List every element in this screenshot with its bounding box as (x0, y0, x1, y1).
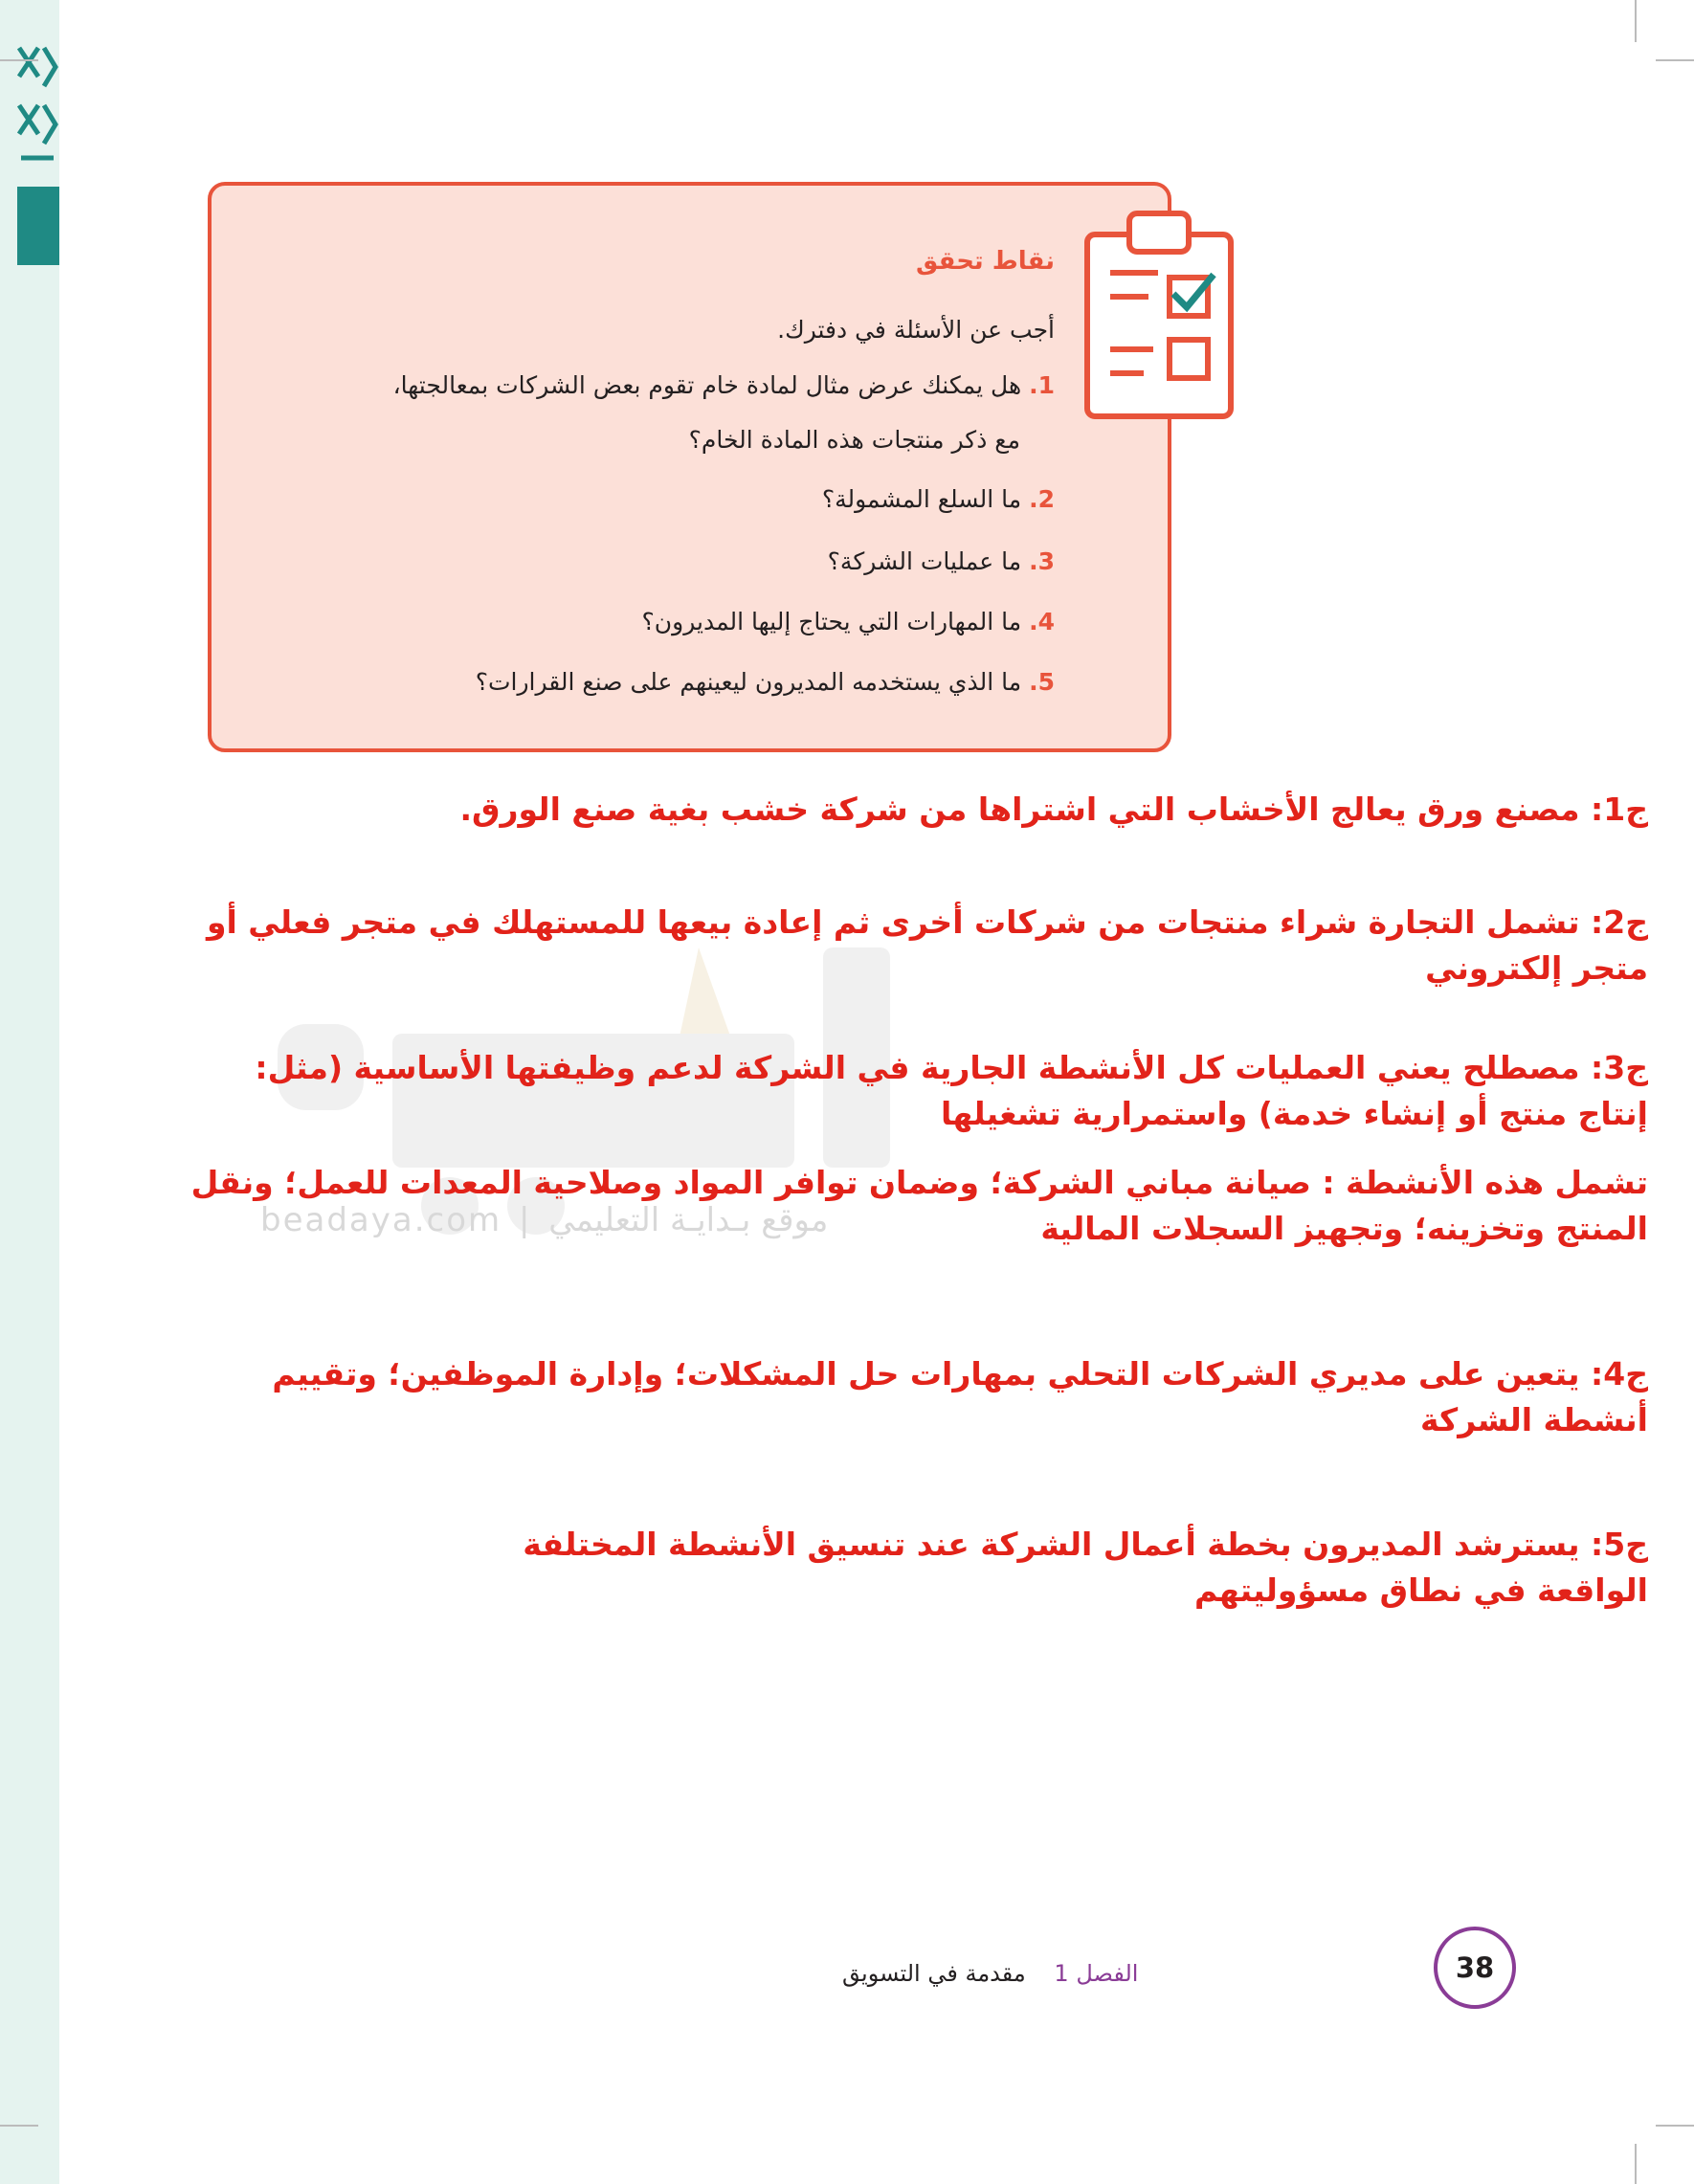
crop-mark (1656, 59, 1694, 61)
question-text: ما المهارات التي يحتاج إليها المديرون؟ (641, 608, 1022, 635)
chapter-title: مقدمة في التسويق (842, 1960, 1026, 1987)
question-text: ما الذي يستخدمه المديرون ليعينهم على صنع القرارات؟ (475, 668, 1022, 696)
crop-mark (1635, 0, 1637, 42)
footer-chapter (842, 1960, 1138, 1987)
question-1-continuation: مع ذكر منتجات هذه المادة الخام؟ (688, 426, 1020, 454)
crop-mark (1656, 2125, 1694, 2127)
answer-2: ج2: تشمل التجارة شراء منتجات من شركات أخرى ثم إعادة بيعها للمستهلك في متجر فعلي أو متجر إلكتروني (206, 903, 1648, 987)
watermark-site: beadaya.com (260, 1201, 502, 1239)
answer-5: ج5: يسترشد المديرون بخطة أعمال الشركة عند تنسيق الأنشطة المختلفة الواقعة في نطاق مسؤوليتهم (523, 1526, 1648, 1609)
checkpoints-intro: أجب عن الأسئلة في دفترك. (777, 316, 1055, 344)
answer-3-details: تشمل هذه الأنشطة : صيانة مباني الشركة؛ وضمان توافر المواد وصلاحية المعدات للعمل؛ ونقل المنتج وتخزينه؛ وتجهيز السجلات المالية (190, 1164, 1648, 1247)
crop-mark (0, 59, 38, 61)
crop-mark (0, 2125, 38, 2127)
left-margin-strip (0, 0, 59, 2184)
chapter-label: الفصل (1076, 1960, 1139, 1987)
question-number: 2. (1029, 485, 1055, 513)
answer-3: ج3: مصطلح يعني العمليات كل الأنشطة الجارية في الشركة لدعم وظيفتها الأساسية (مثل: إنتاج منتج أو إنشاء خدمة) واستمرارية تشغيلها (255, 1049, 1648, 1132)
question-1 (393, 371, 1055, 399)
question-text: هل يمكنك عرض مثال لمادة خام تقوم بعض الشركات بمعالجتها، (392, 371, 1022, 399)
question-4 (642, 608, 1056, 635)
question-number: 5. (1029, 668, 1055, 696)
page-number: 38 (1434, 1927, 1516, 2009)
clipboard-check-icon (1081, 206, 1239, 421)
crop-mark (1635, 2144, 1637, 2184)
watermark-tagline: موقع بـدايـة التعليمي (548, 1201, 829, 1239)
chapter-number: 1 (1054, 1960, 1069, 1987)
watermark-separator: | (518, 1201, 532, 1239)
checkpoints-title: نقاط تحقق (916, 247, 1055, 276)
answer-4: ج4: يتعين على مديري الشركات التحلي بمهارات حل المشكلات؛ وإدارة الموظفين؛ وتقييم أنشطة الشركة (272, 1355, 1648, 1438)
question-number: 3. (1029, 547, 1055, 575)
question-text: ما السلع المشمولة؟ (821, 485, 1022, 513)
question-2 (822, 485, 1055, 513)
answer-1: ج1: مصنع ورق يعالج الأخشاب التي اشتراها من شركة خشب بغية صنع الورق. (459, 791, 1648, 828)
question-number: 1. (1029, 371, 1055, 399)
section-tab (17, 187, 59, 265)
question-3 (828, 547, 1055, 575)
question-number: 4. (1029, 608, 1055, 635)
question-5 (476, 668, 1055, 696)
question-text: ما عمليات الشركة؟ (827, 547, 1022, 575)
